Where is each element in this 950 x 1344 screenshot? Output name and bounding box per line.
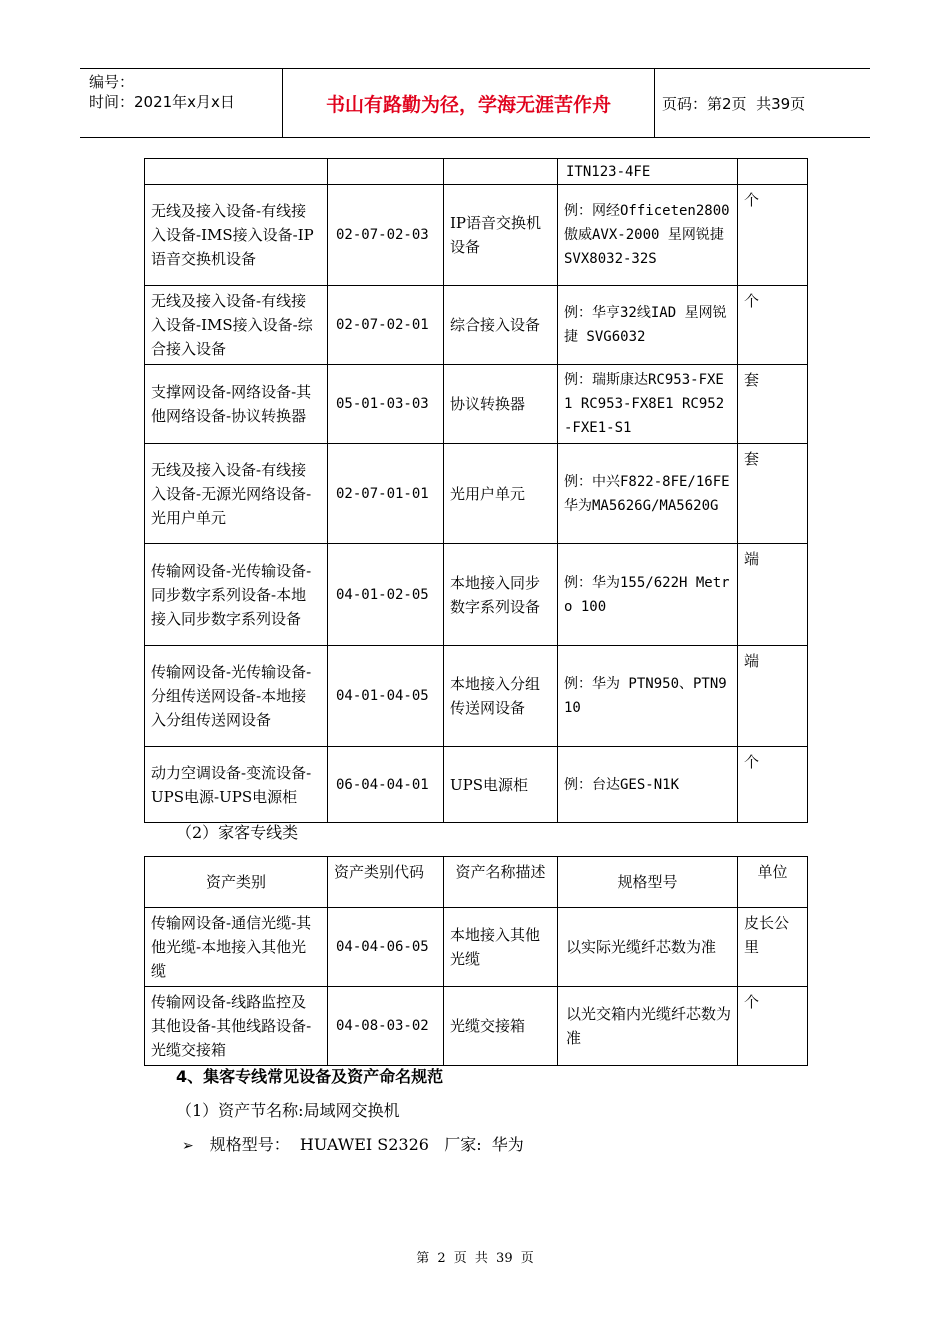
name-cell: 光缆交接箱 [444,987,558,1066]
code-cell: 02-07-02-03 [328,185,444,286]
header-divider [654,69,655,137]
spec-cell: 例：华亨32线IAD 星网锐捷 SVG6032 [558,286,738,365]
name-cell: 综合接入设备 [444,286,558,365]
name-cell [444,159,558,185]
unit-cell: 套 [738,444,808,544]
number-label: 编号： [89,73,135,91]
unit-cell: 皮长公里 [738,908,808,987]
code-cell: 05-01-03-03 [328,365,444,444]
code-cell: 02-07-01-01 [328,444,444,544]
header-page-info: 页码：第2页 共39页 [662,94,806,113]
table-row [145,544,808,646]
name-cell: 光用户单元 [444,444,558,544]
header-name: 资产名称描述 [444,857,558,908]
category-cell: 传输网设备-光传输设备-同步数字系列设备-本地接入同步数字系列设备 [145,544,328,646]
unit-cell: 个 [738,987,808,1066]
category-cell [145,159,328,185]
header-spec: 规格型号 [558,857,738,908]
spec-cell: 例：华为 PTN950、PTN910 [558,646,738,747]
spec-cell: 以实际光缆纤芯数为准 [558,908,738,987]
name-cell: 本地接入同步数字系列设备 [444,544,558,646]
spec-line-text: 规格型号： HUAWEI S2326 厂家: 华为 [209,1135,524,1154]
code-cell: 04-08-03-02 [328,987,444,1066]
table-row [145,444,808,544]
page-footer: 第 2 页 共 39 页 [416,1251,534,1266]
header-motto: 书山有路勤为径，学海无涯苦作舟 [325,93,611,116]
unit-cell: 个 [738,286,808,365]
unit-cell: 个 [738,185,808,286]
header-meta [89,72,279,112]
section-4-title: 4、集客专线常见设备及资产命名规范 [176,1067,444,1086]
category-cell: 无线及接入设备-有线接入设备-IMS接入设备-IP语音交换机设备 [145,185,328,286]
category-cell: 动力空调设备-变流设备-UPS电源-UPS电源柜 [145,747,328,823]
unit-cell [738,159,808,185]
table-row [145,185,808,286]
section-2-title: （2）家客专线类 [176,823,299,842]
unit-cell: 个 [738,747,808,823]
code-cell: 02-07-02-01 [328,286,444,365]
code-cell: 06-04-04-01 [328,747,444,823]
code-cell: 04-01-04-05 [328,646,444,747]
arrow-bullet-icon: ➢ [182,1138,194,1154]
table-row [145,747,808,823]
category-cell: 无线及接入设备-有线接入设备-IMS接入设备-综合接入设备 [145,286,328,365]
unit-cell: 端 [738,646,808,747]
table-header-row [145,857,808,908]
name-cell: 本地接入分组传送网设备 [444,646,558,747]
spec-cell: 以光交箱内光缆纤芯数为准 [558,987,738,1066]
name-cell: IP语音交换机设备 [444,185,558,286]
home-line-asset-table [144,856,808,1066]
spec-cell: ITN123-4FE [558,159,738,185]
spec-cell: 例：中兴F822-8FE/16FE 华为MA5626G/MA5620G [558,444,738,544]
spec-cell: 例：网经Officeten2800 傲威AVX-2000 星网锐捷SVX8032-32S [558,185,738,286]
name-cell: 协议转换器 [444,365,558,444]
table-row [145,365,808,444]
header-code: 资产类别代码 [328,857,444,908]
subsection-1-title: （1）资产节名称:局域网交换机 [176,1101,400,1120]
code-cell: 04-01-02-05 [328,544,444,646]
category-cell: 传输网设备-线路监控及其他设备-其他线路设备-光缆交接箱 [145,987,328,1066]
time-label: 时间：2021年x月x日 [89,93,235,111]
spec-cell: 例：瑞斯康达RC953-FXE1 RC953-FX8E1 RC952-FXE1-S1 [558,365,738,444]
header-unit: 单位 [738,857,808,908]
code-cell: 04-04-06-05 [328,908,444,987]
header-category: 资产类别 [145,857,328,908]
category-cell: 支撑网设备-网络设备-其他网络设备-协议转换器 [145,365,328,444]
bullet-line [182,1134,524,1157]
category-cell: 无线及接入设备-有线接入设备-无源光网络设备-光用户单元 [145,444,328,544]
unit-cell: 端 [738,544,808,646]
spec-cell: 例：华为155/622H Metro 100 [558,544,738,646]
table-row [145,159,808,185]
category-cell: 传输网设备-通信光缆-其他光缆-本地接入其他光缆 [145,908,328,987]
page-header [80,68,870,138]
table-row [145,908,808,987]
code-cell [328,159,444,185]
table-row [145,987,808,1066]
spec-cell: 例：台达GES-N1K [558,747,738,823]
unit-cell: 套 [738,365,808,444]
asset-table-continued [144,158,808,823]
table-row [145,286,808,365]
name-cell: 本地接入其他光缆 [444,908,558,987]
name-cell: UPS电源柜 [444,747,558,823]
table-row [145,646,808,747]
category-cell: 传输网设备-光传输设备-分组传送网设备-本地接入分组传送网设备 [145,646,328,747]
